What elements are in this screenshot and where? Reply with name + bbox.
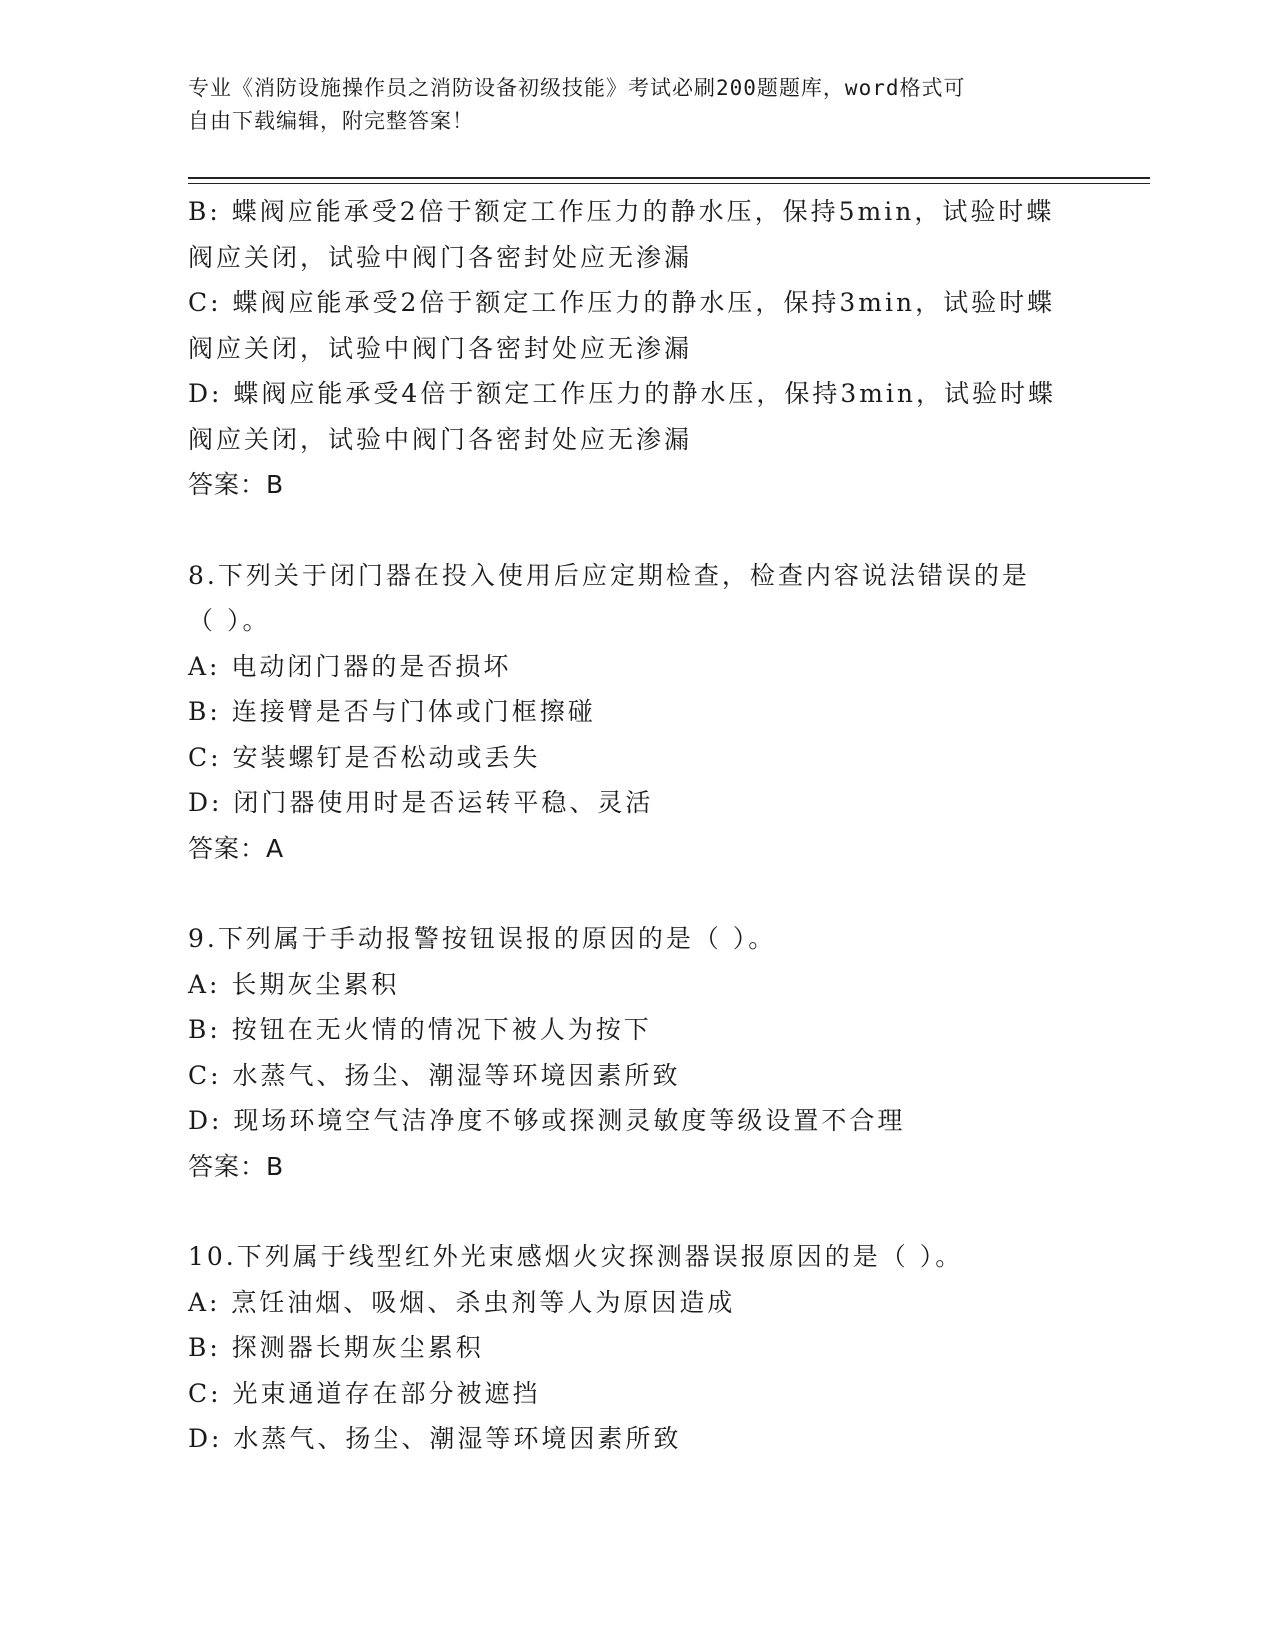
question-10 xyxy=(188,1234,1108,1462)
q8-stem-line-2: （ ）。 xyxy=(188,606,271,635)
question-7-continued xyxy=(188,189,1108,508)
q7-option-d-line-1: D: 蝶阀应能承受4倍于额定工作压力的静水压，保持3min，试验时蝶 xyxy=(188,379,1057,408)
q10-option-d: D: 水蒸气、扬尘、潮湿等环境因素所致 xyxy=(188,1424,682,1453)
q8-stem-line-1: 8.下列关于闭门器在投入使用后应定期检查，检查内容说法错误的是 xyxy=(188,560,1030,590)
question-9 xyxy=(188,916,1108,1189)
q9-stem: 9.下列属于手动报警按钮误报的原因的是（ ）。 xyxy=(188,924,777,953)
header-divider-thick xyxy=(188,177,1150,179)
q8-option-b: B: 连接臂是否与门体或门框擦碰 xyxy=(188,697,596,726)
q8-option-c: C: 安装螺钉是否松动或丢失 xyxy=(188,742,541,772)
header-title-line-1: 专业《消防设施操作员之消防设备初级技能》考试必刷200题题库，word格式可 xyxy=(188,76,966,100)
q7-option-b-line-2: 阀应关闭，试验中阀门各密封处应无渗漏 xyxy=(188,242,693,272)
page-header xyxy=(188,72,1068,138)
q7-answer: 答案：B xyxy=(188,470,285,499)
q9-option-b: B: 按钮在无火情的情况下被人为按下 xyxy=(188,1015,652,1044)
q8-answer: 答案：A xyxy=(188,833,285,863)
q9-answer: 答案：B xyxy=(188,1151,285,1181)
q10-option-c: C: 光束通道存在部分被遮挡 xyxy=(188,1378,541,1408)
q8-option-d: D: 闭门器使用时是否运转平稳、灵活 xyxy=(188,788,654,817)
q9-option-a: A: 长期灰尘累积 xyxy=(188,969,400,999)
q7-option-b-line-1: B: 蝶阀应能承受2倍于额定工作压力的静水压，保持5min，试验时蝶 xyxy=(188,197,1055,226)
document-body xyxy=(188,189,1108,1462)
q7-option-c-line-2: 阀应关闭，试验中阀门各密封处应无渗漏 xyxy=(188,333,693,363)
spacer xyxy=(188,1189,1108,1234)
q10-stem: 10.下列属于线型红外光束感烟火灾探测器误报原因的是（ ）。 xyxy=(188,1242,964,1271)
header-divider-thin xyxy=(188,183,1150,184)
spacer xyxy=(188,508,1108,553)
q7-option-c-line-1: C: 蝶阀应能承受2倍于额定工作压力的静水压，保持3min，试验时蝶 xyxy=(188,288,1056,317)
q9-option-c: C: 水蒸气、扬尘、潮湿等环境因素所致 xyxy=(188,1060,681,1090)
q10-option-a: A: 烹饪油烟、吸烟、杀虫剂等人为原因造成 xyxy=(188,1287,736,1317)
question-8 xyxy=(188,553,1108,872)
q8-option-a: A: 电动闭门器的是否损坏 xyxy=(188,651,512,681)
q10-option-b: B: 探测器长期灰尘累积 xyxy=(188,1333,484,1362)
q7-option-d-line-2: 阀应关闭，试验中阀门各密封处应无渗漏 xyxy=(188,424,693,454)
q9-option-d: D: 现场环境空气洁净度不够或探测灵敏度等级设置不合理 xyxy=(188,1106,906,1135)
header-title-line-2: 自由下载编辑，附完整答案！ xyxy=(188,109,474,133)
spacer xyxy=(188,871,1108,916)
